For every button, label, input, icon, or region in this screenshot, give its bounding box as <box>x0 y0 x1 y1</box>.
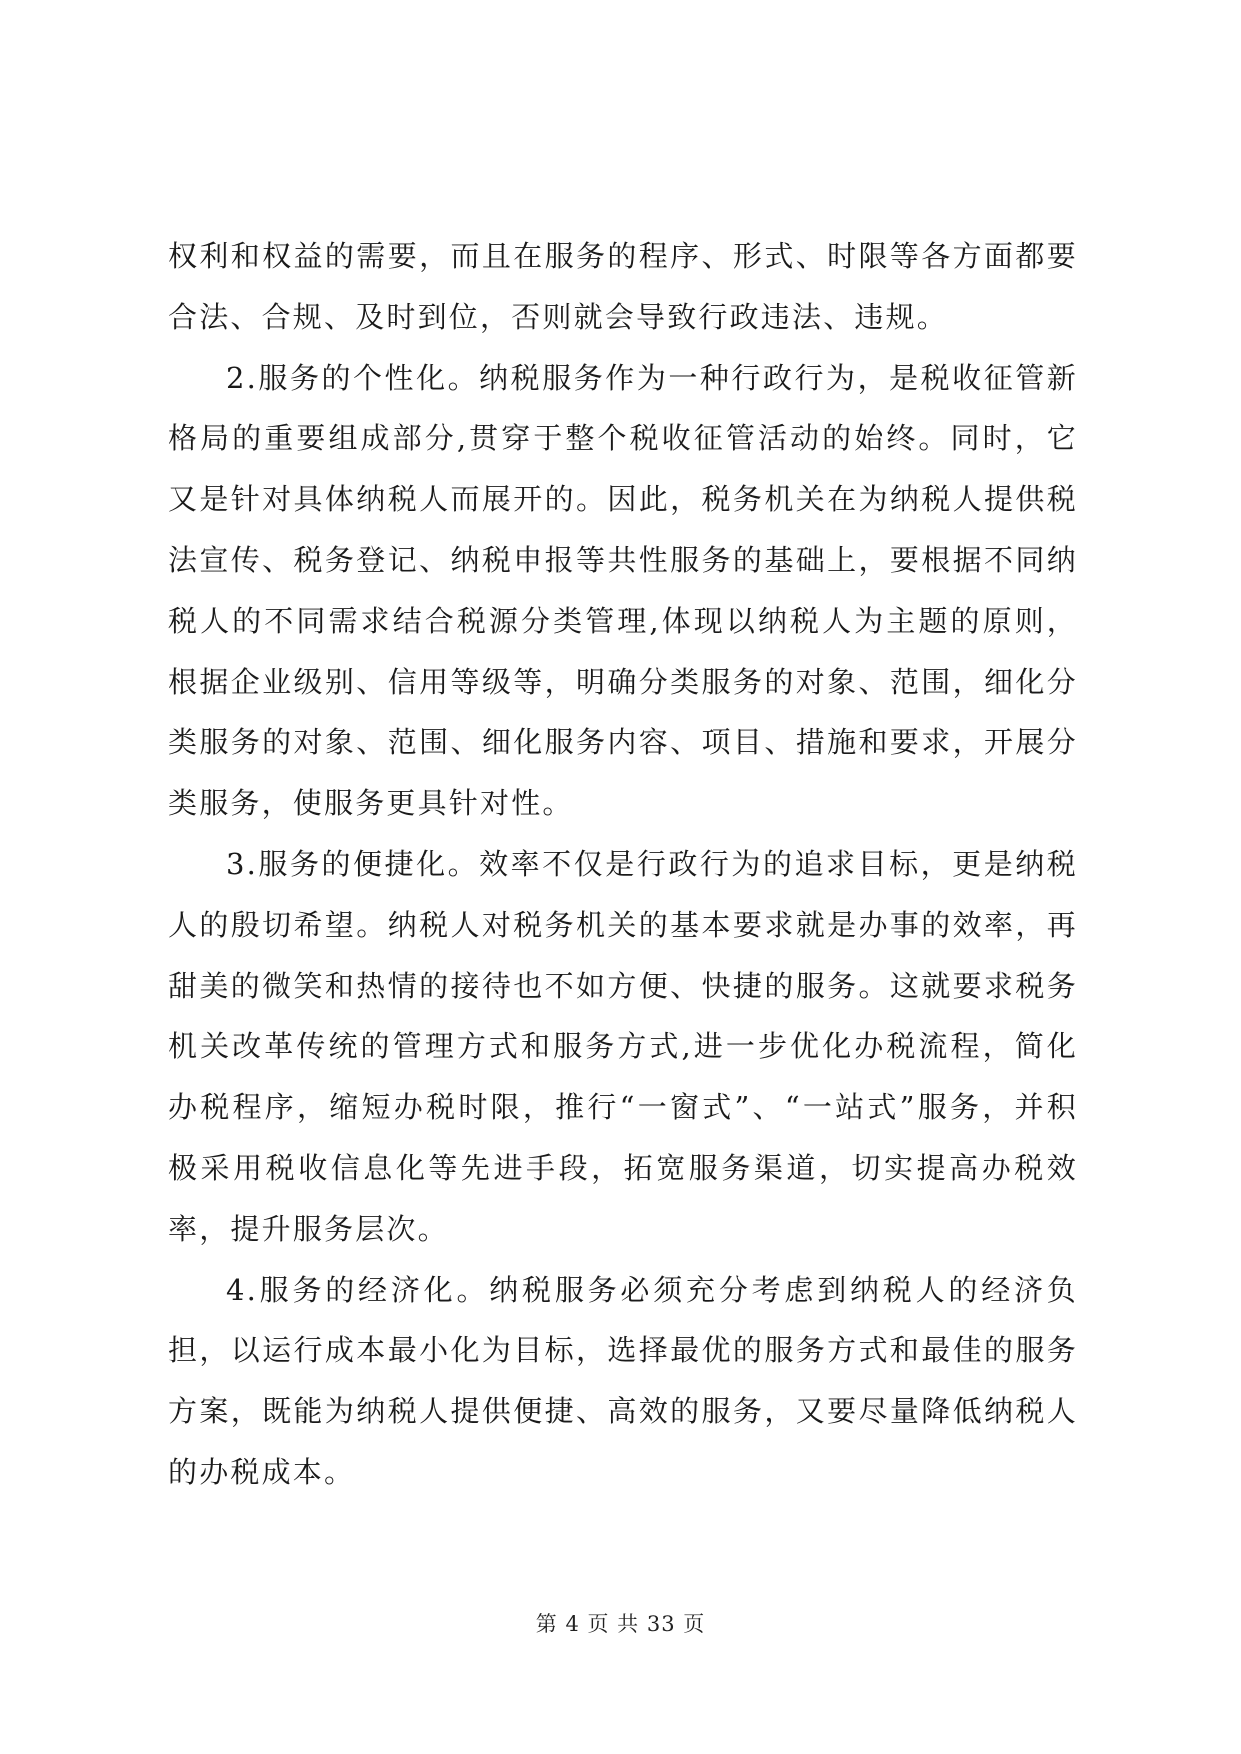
page-footer: 第 4 页 共 33 页 <box>535 1612 706 1636</box>
document-body <box>168 226 1078 1503</box>
paragraph-2: 2.服务的个性化。纳税服务作为一种行政行为，是税收征管新格局的重要组成部分,贯穿于整个税收征管活动的始终。同时，它又是针对具体纳税人而展开的。因此，税务机关在为纳税人提供税法宣传、税务登记、纳税申报等共性服务的基础上，要根据不同纳税人的不同需求结合税源分类管理,体现以纳税人为主题的原则，根据企业级别、信用等级等，明确分类服务的对象、范围，细化分类服务的对象、范围、细化服务内容、项目、措施和要求，开展分类服务，使服务更具针对性。 <box>168 360 1078 821</box>
paragraph-4: 4.服务的经济化。纳税服务必须充分考虑到纳税人的经济负担，以运行成本最小化为目标，选择最优的服务方式和最佳的服务方案，既能为纳税人提供便捷、高效的服务，又要尽量降低纳税人的办税成本。 <box>168 1272 1078 1489</box>
paragraph-1: 权利和权益的需要，而且在服务的程序、形式、时限等各方面都要合法、合规、及时到位，否则就会导致行政违法、违规。 <box>168 239 1078 334</box>
paragraph-3: 3.服务的便捷化。效率不仅是行政行为的追求目标，更是纳税人的殷切希望。纳税人对税务机关的基本要求就是办事的效率，再甜美的微笑和热情的接待也不如方便、快捷的服务。这就要求税务机关改革传统的管理方式和服务方式,进一步优化办税流程，简化办税程序，缩短办税时限，推行“一窗式”、“一站式”服务，并积极采用税收信息化等先进手段，拓宽服务渠道，切实提高办税效率，提升服务层次。 <box>168 846 1078 1246</box>
